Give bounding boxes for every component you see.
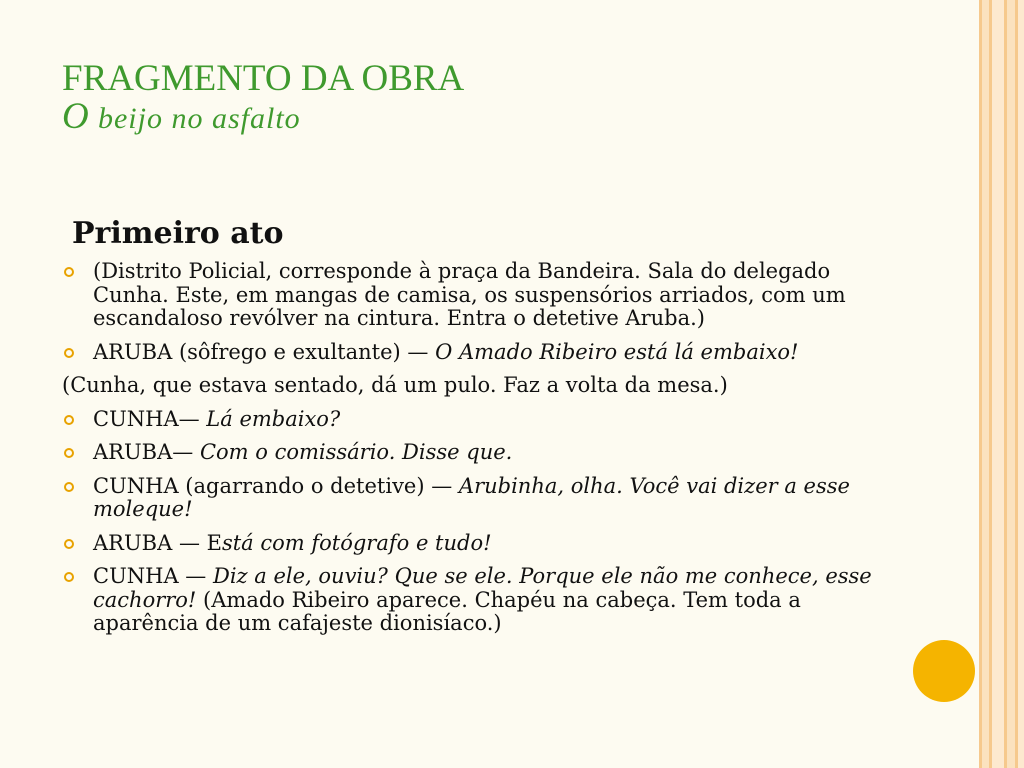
- item-text: ARUBA—: [93, 440, 200, 464]
- bullet-icon: [64, 348, 74, 358]
- bullet-icon: [64, 572, 74, 582]
- item-italic-text: Arubinha, olha. Você vai dizer a esse moleque!: [93, 473, 850, 521]
- item-text: CUNHA —: [93, 564, 213, 588]
- item-italic-text: Com o comissário. Disse que.: [199, 440, 513, 464]
- bullet-item: [62, 341, 892, 365]
- slide-title: [62, 60, 922, 138]
- bullet-item: [62, 475, 892, 522]
- item-text-continued: (Amado Ribeiro aparece. Chapéu na cabeça. Tem toda a aparência de um cafajeste dionisíaco.): [93, 587, 801, 635]
- slide-content: [62, 214, 892, 646]
- item-italic-text: Lá embaixo?: [206, 406, 341, 431]
- dialogue-list: [62, 260, 892, 636]
- title-line-2-rest: beijo no asfalto: [97, 102, 301, 135]
- item-italic-text: O Amado Ribeiro está lá embaixo!: [435, 339, 799, 364]
- bullet-item: [62, 565, 892, 636]
- bullet-item: [62, 441, 892, 465]
- bullet-item: [62, 408, 892, 432]
- decorative-stripes: [979, 0, 1024, 768]
- bullet-icon: [64, 448, 74, 458]
- item-italic-text: stá com fotógrafo e tudo!: [221, 530, 492, 555]
- bullet-item: [62, 532, 892, 556]
- bullet-icon: [64, 539, 74, 549]
- title-line-1: FRAGMENTO DA OBRA: [62, 58, 465, 99]
- item-text: (Cunha, que estava sentado, dá um pulo. Faz a volta da mesa.): [62, 373, 728, 397]
- item-text: ARUBA — E: [93, 530, 222, 555]
- decorative-circle: [913, 640, 975, 702]
- title-line-2-first: O: [62, 96, 98, 137]
- stage-direction: [62, 374, 892, 398]
- item-text: (Distrito Policial, corresponde à praça da Bandeira. Sala do delegado Cunha. Este, em mangas de camisa, os suspensórios arriados, com um escandaloso revólver na cintura. Entra o detetive Aruba.): [93, 259, 846, 330]
- item-text: ARUBA (sôfrego e exultante) —: [93, 339, 436, 364]
- bullet-icon: [64, 415, 74, 425]
- item-italic-text: Diz a ele, ouviu? Que se ele. Porque ele não me conhece, esse cachorro!: [93, 564, 872, 612]
- bullet-icon: [64, 482, 74, 492]
- item-text: CUNHA (agarrando o detetive) —: [93, 473, 459, 498]
- item-text: CUNHA—: [93, 406, 207, 431]
- title-line-2: [62, 98, 922, 138]
- bullet-item: [62, 260, 892, 331]
- section-heading: Primeiro ato: [72, 216, 284, 251]
- bullet-icon: [64, 267, 74, 277]
